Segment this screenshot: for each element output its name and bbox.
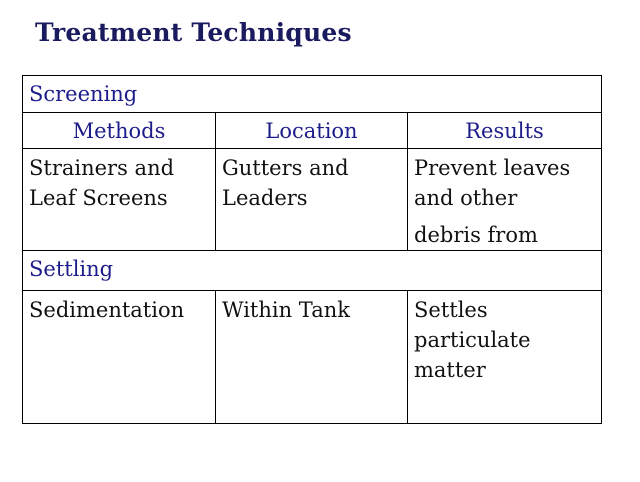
cell-line: Leaders bbox=[222, 186, 308, 210]
cell-line: particulate bbox=[414, 328, 531, 352]
section-label: Screening bbox=[23, 76, 602, 113]
section-row-screening bbox=[23, 76, 602, 113]
section-row-settling bbox=[23, 251, 602, 291]
cell-line: and other bbox=[414, 186, 518, 210]
cell-line: Prevent leaves bbox=[414, 156, 571, 180]
cell-line: Within Tank bbox=[222, 298, 350, 322]
location-cell bbox=[216, 291, 408, 424]
cell-line: Settles bbox=[414, 298, 488, 322]
result-cell bbox=[408, 291, 602, 424]
treatment-table bbox=[22, 75, 602, 424]
cell-line: matter bbox=[414, 358, 486, 382]
header-results: Results bbox=[408, 113, 602, 149]
cell-line: Strainers and bbox=[29, 156, 175, 180]
table-row-screening bbox=[23, 149, 602, 251]
result-cell bbox=[408, 149, 602, 251]
method-cell bbox=[23, 149, 216, 251]
header-methods: Methods bbox=[23, 113, 216, 149]
header-row bbox=[23, 113, 602, 149]
header-location: Location bbox=[216, 113, 408, 149]
method-cell bbox=[23, 291, 216, 424]
location-cell bbox=[216, 149, 408, 251]
cell-line: Sedimentation bbox=[29, 298, 185, 322]
slide-title: Treatment Techniques bbox=[35, 18, 352, 47]
cell-line: debris from bbox=[414, 223, 538, 247]
cell-line: Gutters and bbox=[222, 156, 349, 180]
table-row-settling bbox=[23, 291, 602, 424]
cell-line: Leaf Screens bbox=[29, 186, 168, 210]
section-label: Settling bbox=[23, 251, 602, 291]
